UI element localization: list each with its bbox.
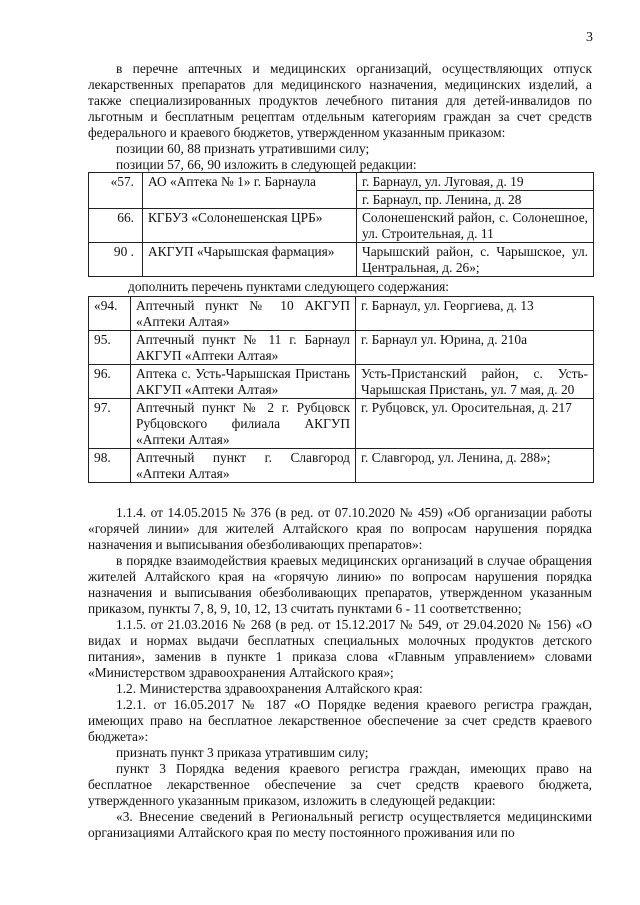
address-cell: г. Барнаул ул. Юрина, д. 210а — [356, 331, 594, 365]
intro-line-1: позиции 60, 88 признать утратившими силу; — [116, 141, 370, 156]
address-cell: Чарышский район, с. Чарышское, ул. Центральная, д. 26»; — [357, 243, 594, 277]
address-cell: Усть-Пристанский район, с. Усть-Чарышская Пристань, ул. 7 мая, д. 20 — [356, 365, 594, 399]
supplement-line: дополнить перечень пунктами следующего содержания: — [128, 279, 450, 294]
table-row — [89, 209, 594, 243]
organization-cell: АКГУП «Чарышская фармация» — [143, 243, 357, 277]
table-row — [89, 365, 594, 399]
table-row — [89, 173, 594, 191]
clause-1-1-5: 1.1.5. от 21.03.2016 № 268 (в ред. от 15.12.2017 № 549, от 29.04.2020 № 156) «О видах и нормах выдачи бесплатных специальных молочных продуктов детского питания», заменив в пункте 1 приказа слова «Главным управлением» словами «Министерством здравоохранения Алтайского края»; — [88, 617, 592, 681]
row-number: 98. — [89, 449, 131, 483]
organization-cell: Аптечный пункт № 2 г. Рубцовск Рубцовского филиала АКГУП «Аптеки Алтая» — [131, 399, 356, 449]
clause-1-2-1-item: признать пункт 3 приказа утратившим силу; — [116, 745, 369, 760]
table-row — [89, 399, 594, 449]
organization-cell: Аптечный пункт № 10 АКГУП «Аптеки Алтая» — [131, 297, 356, 331]
clause-1-2-1-text: пункт 3 Порядка ведения краевого регистра граждан, имеющих право на бесплатное лекарственное обеспечение за счет средств краевого бюджета, утвержденного указанным приказом, изложить в следующей редакции: — [88, 761, 592, 809]
clause-1-2: 1.2. Министерства здравоохранения Алтайского края: — [116, 681, 423, 696]
added-items-table — [88, 296, 594, 483]
organization-cell: Аптека с. Усть-Чарышская Пристань АКГУП «Аптеки Алтая» — [131, 365, 356, 399]
intro-line-2: позиции 57, 66, 90 изложить в следующей редакции: — [116, 157, 417, 172]
organization-cell: АО «Аптека № 1» г. Барнаула — [143, 173, 357, 209]
address-cell: г. Рубцовск, ул. Оросительная, д. 217 — [356, 399, 594, 449]
positions-table — [88, 172, 594, 277]
table-row — [89, 297, 594, 331]
page-number: 3 — [586, 30, 593, 45]
row-number: 95. — [89, 331, 131, 365]
address-cell: Солонешенский район, с. Солонешное, ул. Строительная, д. 11 — [357, 209, 594, 243]
row-number: 66. — [89, 209, 143, 243]
organization-cell: Аптечный пункт № 11 г. Барнаул АКГУП «Аптеки Алтая» — [131, 331, 356, 365]
address-cell: г. Барнаул, ул. Георгиева, д. 13 — [356, 297, 594, 331]
address-cell: г. Барнаул, пр. Ленина, д. 28 — [357, 191, 594, 209]
clause-3-text: «3. Внесение сведений в Региональный регистр осуществляется медицинскими организациями Алтайского края по месту постоянного проживания или по — [88, 809, 592, 841]
address-cell: г. Барнаул, ул. Луговая, д. 19 — [357, 173, 594, 191]
row-number: «57. — [89, 173, 143, 209]
row-number: 96. — [89, 365, 131, 399]
clause-1-2-1: 1.2.1. от 16.05.2017 № 187 «О Порядке ведения краевого регистра граждан, имеющих право на бесплатное лекарственное обеспечение за счет средств краевого бюджета»: — [88, 697, 592, 745]
clause-1-1-4: 1.1.4. от 14.05.2015 № 376 (в ред. от 07.10.2020 № 459) «Об организации работы «горячей линии» для жителей Алтайского края по вопросам нарушения порядка назначения и выписывания обезболивающих препаратов»: — [88, 505, 592, 553]
address-cell: г. Славгород, ул. Ленина, д. 288»; — [356, 449, 594, 483]
row-number: 90 . — [89, 243, 143, 277]
table-row — [89, 449, 594, 483]
row-number: 97. — [89, 399, 131, 449]
organization-cell: Аптечный пункт г. Славгород «Аптеки Алтая» — [131, 449, 356, 483]
table-row — [89, 243, 594, 277]
clause-1-1-4-text: в порядке взаимодействия краевых медицинских организаций в случае обращения жителей Алтайского края на «горячую линию» по вопросам нарушения порядка назначения и выписывания обезболивающих препаратов, утвержденном указанным приказом, пункты 7, 8, 9, 10, 12, 13 считать пунктами 6 - 11 соответственно; — [88, 553, 592, 617]
organization-cell: КГБУЗ «Солонешенская ЦРБ» — [143, 209, 357, 243]
row-number: «94. — [89, 297, 131, 331]
intro-paragraph: в перечне аптечных и медицинских организаций, осуществляющих отпуск лекарственных препаратов для медицинского назначения, медицинских изделий, а также специализированных продуктов лечебного питания для детей-инвалидов по льготным и бесплатным рецептам отдельным категориям граждан за счет средств федерального и краевого бюджетов, утвержденном указанным приказом: — [88, 61, 592, 141]
table-row — [89, 331, 594, 365]
